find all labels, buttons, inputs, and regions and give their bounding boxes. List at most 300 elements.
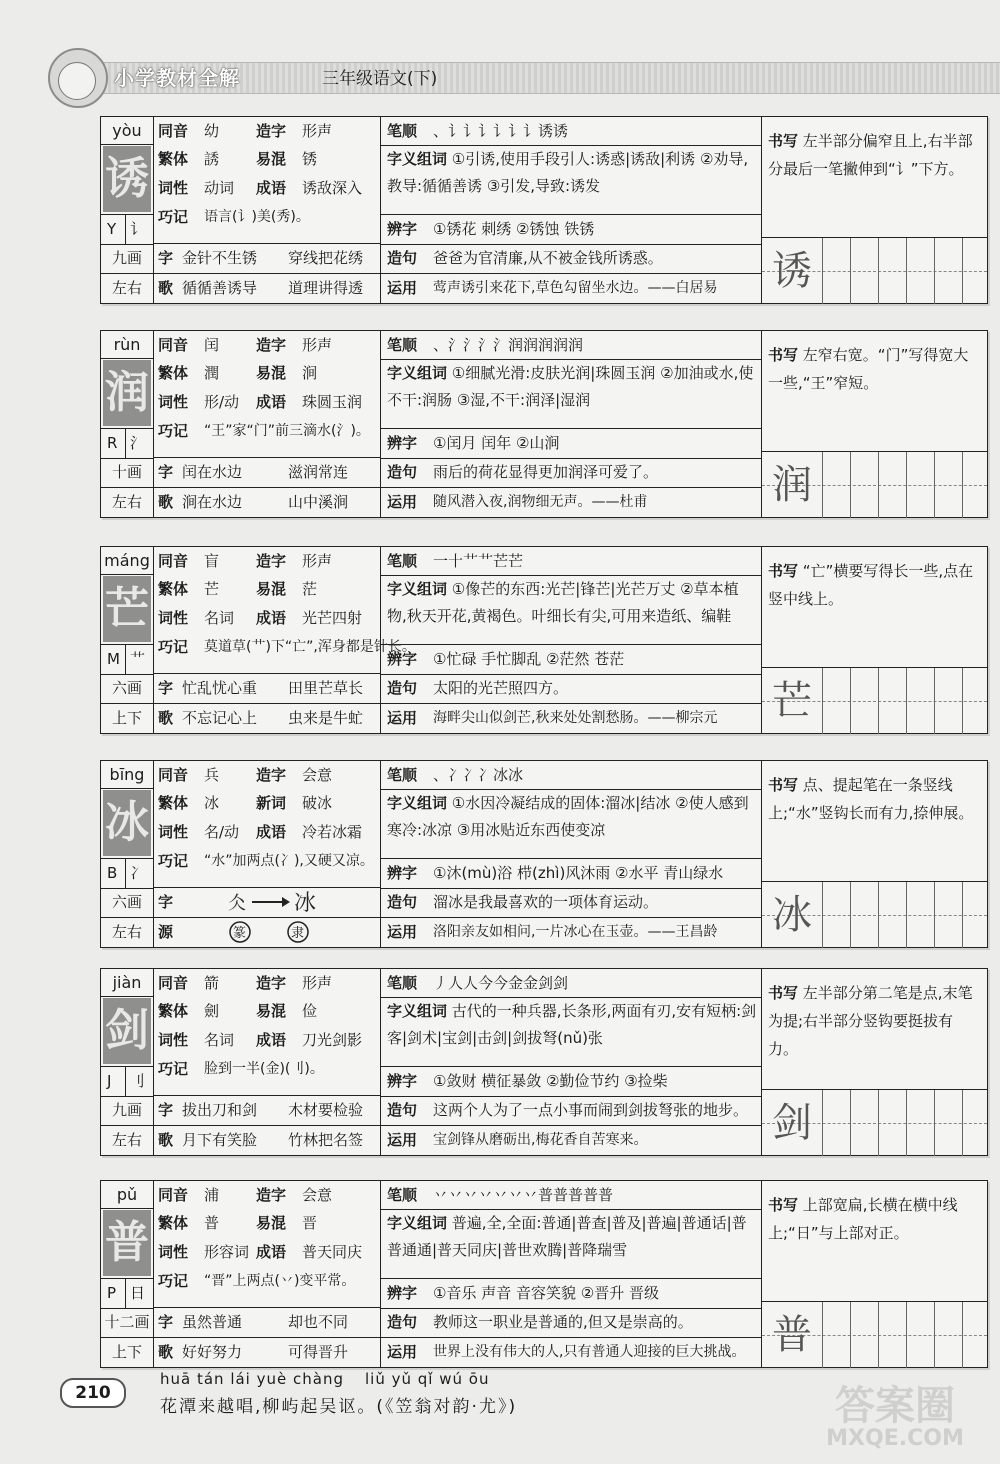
- footer-couplet: 花潭来越唱,柳屿起吴讴。(《笠翁对韵·尤》): [160, 1397, 518, 1417]
- bishun-row: [381, 117, 761, 146]
- character-card: [100, 330, 988, 518]
- tongyin-value: 闰: [204, 336, 220, 354]
- fanti-row: [154, 789, 380, 818]
- writing-column: [762, 1181, 987, 1367]
- yihun-value: 晋: [302, 1214, 318, 1232]
- ziyi-label: 字义组词: [387, 1214, 448, 1232]
- radical: 日: [129, 1284, 145, 1302]
- chengyu-label: 成语: [256, 179, 287, 197]
- char-pinyin: jiàn: [101, 969, 153, 997]
- usage-column: [381, 547, 762, 733]
- ge-row: [154, 1337, 380, 1367]
- character-card: [100, 546, 988, 734]
- fanti-value: 誘: [204, 150, 220, 168]
- yihun-value: 俭: [302, 1002, 318, 1020]
- ge-row: [154, 273, 380, 303]
- writing-column: [762, 117, 987, 303]
- zaoju-label: 造句: [387, 463, 418, 481]
- zaoju-label: 造句: [387, 893, 418, 911]
- yuan-row: [154, 917, 380, 947]
- ziyi-label: 字义组词: [387, 1002, 448, 1020]
- char-pinyin: yòu: [101, 117, 153, 145]
- fanti-row: [154, 359, 380, 388]
- cixing-value: 形容词: [204, 1243, 250, 1261]
- qiaoji-row: [154, 1055, 380, 1084]
- bishun-label: 笔顺: [387, 552, 418, 570]
- qiaoji-value: 莫道草(艹)下“亡”,浑身都是针长。: [204, 639, 416, 655]
- tongyin-value: 盲: [204, 552, 220, 570]
- yunyong-row: [381, 704, 761, 733]
- zaoju-label: 造句: [387, 679, 418, 697]
- shuxie-value: “亡”横要写得长一些,点在竖中线上。: [768, 562, 974, 608]
- bianzi-label: 辨字: [387, 1072, 418, 1090]
- qiaoji-label: 巧记: [158, 1272, 189, 1290]
- tongyin-value: 浦: [204, 1186, 220, 1204]
- bianzi-row: [381, 428, 761, 459]
- structure: 上下: [111, 1343, 142, 1361]
- seal-badges: [224, 920, 344, 954]
- writing-column: [762, 547, 987, 733]
- bishun-value: 、讠讠讠讠讠讠诱诱: [433, 122, 569, 140]
- char-info-column: [154, 117, 381, 303]
- footer-pinyin-2: liǔ yǔ qǐ wú ōu: [365, 1370, 490, 1388]
- zi-label: 字: [158, 463, 174, 481]
- cixing-value: 名词: [204, 609, 235, 627]
- char-pinyin: rùn: [101, 331, 153, 359]
- yunyong-label: 运用: [387, 493, 418, 511]
- zi-line-2: 穿线把花绣: [288, 249, 364, 267]
- zaozi-label: 造字: [256, 974, 287, 992]
- zi-line-1: 忙乱忧心重: [182, 679, 258, 697]
- bishun-row: [381, 761, 761, 790]
- shuxie-value: 左半部分偏窄且上,右半部分最后一笔撇伸到“讠”下方。: [768, 132, 973, 178]
- bishun-value: 、氵氵氵氵润润润润润: [433, 336, 584, 354]
- qiaoji-value: 语言(讠)美(秀)。: [204, 209, 310, 225]
- writing-column: [762, 969, 987, 1155]
- zi-row: [154, 673, 380, 703]
- ge-line-1: 不忘记心上: [182, 709, 258, 727]
- tongyin-label: 同音: [158, 336, 189, 354]
- model-character: 润: [772, 462, 812, 508]
- tongyin-row: [154, 1181, 380, 1210]
- ziyi-label: 字义组词: [387, 794, 448, 812]
- ziyi-row: [381, 360, 761, 428]
- character-card: [100, 1180, 988, 1368]
- zi-row: [154, 457, 380, 487]
- yunyong-label: 运用: [387, 1131, 418, 1149]
- zaoju-value: 爸爸为官清廉,从不被金钱所诱惑。: [433, 249, 663, 267]
- zi-label: 字: [158, 249, 174, 267]
- page-number: 210: [60, 1378, 126, 1408]
- stroke-count: 九画: [101, 1096, 153, 1126]
- radical: 讠: [129, 220, 145, 238]
- radical-row: [101, 214, 153, 245]
- radical: 刂: [129, 1072, 145, 1090]
- fanti-label: 繁体: [158, 1214, 189, 1232]
- tongyin-row: [154, 331, 380, 360]
- big-character: 普: [103, 1210, 151, 1276]
- char-id-column: [101, 331, 154, 517]
- zaozi-label: 造字: [256, 122, 287, 140]
- radical-row: [101, 428, 153, 459]
- watermark-url: MXQE.COM: [826, 1426, 964, 1451]
- model-character: 冰: [772, 892, 812, 938]
- fanti-label: 繁体: [158, 150, 189, 168]
- char-pinyin: pǔ: [101, 1181, 153, 1209]
- shuxie-label: 书写: [768, 776, 799, 794]
- big-character: 润: [103, 360, 151, 426]
- shuxie-label: 书写: [768, 346, 799, 364]
- ge-row: [154, 1125, 380, 1155]
- chengyu-label: 成语: [256, 1031, 287, 1049]
- qiaoji-row: [154, 203, 380, 232]
- fanti-value: 劍: [204, 1002, 220, 1020]
- zaoju-label: 造句: [387, 1313, 418, 1331]
- page-header: [0, 48, 1000, 96]
- radical-letter: M: [107, 650, 120, 668]
- practice-grid: [762, 881, 987, 948]
- radical-row: [101, 858, 153, 889]
- mascot-face-icon: [58, 62, 96, 100]
- watermark-logo: [820, 1384, 970, 1456]
- cixing-label: 词性: [158, 179, 189, 197]
- writing-column: [762, 331, 987, 517]
- model-character: 芒: [772, 678, 812, 724]
- usage-column: [381, 969, 762, 1155]
- yunyong-label: 运用: [387, 279, 418, 297]
- practice-grid: [762, 1301, 987, 1368]
- bianzi-row: [381, 1278, 761, 1309]
- yunyong-value: 莺声诱引来花下,草色勾留坐水边。——白居易: [433, 280, 718, 296]
- cixing-row: [154, 818, 380, 847]
- qiaoji-label: 巧记: [158, 1060, 189, 1078]
- stroke-count: 六画: [101, 674, 153, 704]
- tongyin-row: [154, 117, 380, 146]
- bianzi-row: [381, 858, 761, 889]
- bianzi-value: ①忙碌 手忙脚乱 ②茫然 苍茫: [433, 650, 625, 668]
- zaozi-value: 形声: [302, 122, 333, 140]
- radical-letter: P: [107, 1284, 117, 1302]
- shuxie-value: 上部宽扁,长横在横中线上;“日”与上部对正。: [768, 1196, 958, 1242]
- bianzi-value: ①敛财 横征暴敛 ②勤俭节约 ③捡柴: [433, 1072, 668, 1090]
- bishun-label: 笔顺: [387, 974, 418, 992]
- writing-column: [762, 761, 987, 947]
- char-id-column: [101, 1181, 154, 1367]
- seal-2: 隶: [291, 926, 305, 941]
- tongyin-row: [154, 761, 380, 790]
- bishun-label: 笔顺: [387, 766, 418, 784]
- radical-letter: J: [107, 1072, 112, 1090]
- fanti-label: 繁体: [158, 1002, 189, 1020]
- cixing-label: 词性: [158, 609, 189, 627]
- zaozi-label: 造字: [256, 336, 287, 354]
- tongyin-label: 同音: [158, 766, 189, 784]
- zaoju-row: [381, 244, 761, 274]
- zi-row: [154, 243, 380, 273]
- yunyong-row: [381, 488, 761, 517]
- yihun-label: 易混: [256, 150, 287, 168]
- footer-pinyin-1: huā tán lái yuè chàng: [160, 1370, 344, 1388]
- fanti-label: 繁体: [158, 580, 189, 598]
- fanti-row: [154, 145, 380, 174]
- watermark-text: 答案圈: [835, 1383, 955, 1429]
- fanti-value: 普: [204, 1214, 220, 1232]
- bishun-label: 笔顺: [387, 122, 418, 140]
- chengyu-value: 光芒四射: [302, 609, 363, 627]
- cixing-row: [154, 174, 380, 203]
- model-character: 剑: [772, 1100, 812, 1146]
- zi-label: 字: [158, 679, 174, 697]
- tongyin-value: 幼: [204, 122, 220, 140]
- zaozi-value: 会意: [302, 766, 333, 784]
- radical: 氵: [129, 434, 145, 452]
- ziyi-value: ①引诱,使用手段引人:诱惑|诱敌|利诱 ②劝导,教导:循循善诱 ③引发,导致:诱发: [387, 150, 749, 195]
- yunyong-value: 海畔尖山似剑芒,秋来处处割愁肠。——柳宗元: [433, 710, 718, 726]
- bianzi-row: [381, 214, 761, 245]
- bianzi-row: [381, 1066, 761, 1097]
- cixing-row: [154, 604, 380, 633]
- xinci-label: 新词: [256, 794, 287, 812]
- bishun-value: 丿人人今今金金剑剑: [433, 974, 569, 992]
- model-character: 诱: [772, 248, 812, 294]
- zaozi-label: 造字: [256, 766, 287, 784]
- ziyi-label: 字义组词: [387, 580, 448, 598]
- zi-line-2: 木材要检验: [288, 1101, 364, 1119]
- yihun-value: 茫: [302, 580, 318, 598]
- zaoju-value: 雨后的荷花显得更加润泽可爱了。: [433, 463, 659, 481]
- evolution-arrow-icon: [224, 890, 344, 914]
- bishun-label: 笔顺: [387, 1186, 418, 1204]
- ge-row: [154, 487, 380, 517]
- structure: 左右: [111, 1131, 142, 1149]
- zaozi-value: 形声: [302, 336, 333, 354]
- stroke-count: 十画: [101, 458, 153, 488]
- structure: 左右: [111, 923, 142, 941]
- zi-line-2: 田里芒草长: [288, 679, 364, 697]
- zaoju-row: [381, 888, 761, 918]
- cixing-row: [154, 1238, 380, 1267]
- bishun-row: [381, 1181, 761, 1210]
- fanti-row: [154, 575, 380, 604]
- chengyu-label: 成语: [256, 609, 287, 627]
- evolution-char: 冰: [294, 891, 317, 914]
- yunyong-value: 世界上没有伟大的人,只有普通人迎接的巨大挑战。: [433, 1344, 746, 1360]
- zaozi-label: 造字: [256, 1186, 287, 1204]
- ge-line-2: 山中溪涧: [288, 493, 349, 511]
- yihun-label: 易混: [256, 1214, 287, 1232]
- qiaoji-value: “水”加两点(冫),又硬又凉。: [204, 853, 374, 869]
- cixing-row: [154, 1026, 380, 1055]
- chengyu-label: 成语: [256, 823, 287, 841]
- qiaoji-label: 巧记: [158, 638, 189, 656]
- zaoju-value: 这两个人为了一点小事而闹到剑拔弩张的地步。: [433, 1101, 749, 1119]
- fanti-label: 繁体: [158, 364, 189, 382]
- fanti-row: [154, 1209, 380, 1238]
- ziyi-row: [381, 998, 761, 1066]
- shuxie-value: 点、提起笔在一条竖线上;“水”竖钩长而有力,捺伸展。: [768, 776, 974, 822]
- fanti-value: 芒: [204, 580, 220, 598]
- usage-column: [381, 117, 762, 303]
- chengyu-label: 成语: [256, 1243, 287, 1261]
- char-id-column: [101, 547, 154, 733]
- fanti-value: 冰: [204, 794, 220, 812]
- ge-line-1: 好好努力: [182, 1343, 243, 1361]
- cixing-value: 动词: [204, 179, 235, 197]
- bishun-row: [381, 547, 761, 576]
- usage-column: [381, 761, 762, 947]
- char-pinyin: máng: [101, 547, 153, 575]
- shuxie-value: 左半部分第二笔是点,末笔为提;右半部分竖钩要挺拔有力。: [768, 984, 973, 1058]
- svg-text:仌: 仌: [228, 893, 246, 914]
- seal-1: 篆: [233, 926, 247, 941]
- ziyi-label: 字义组词: [387, 150, 448, 168]
- ge-label: 歌: [158, 493, 174, 511]
- big-character: 诱: [103, 146, 151, 212]
- tongyin-label: 同音: [158, 1186, 189, 1204]
- yunyong-row: [381, 918, 761, 947]
- bishun-value: 一十艹艹芒芒: [433, 552, 524, 570]
- zi-label: 字: [158, 893, 174, 911]
- zaoju-row: [381, 1096, 761, 1126]
- ziyi-value: ①细腻光滑:皮肤光润|珠圆玉润 ②加油或水,使不干:润肠 ③湿,不干:润泽|湿润: [387, 364, 754, 409]
- qiaoji-label: 巧记: [158, 422, 189, 440]
- zaoju-label: 造句: [387, 1101, 418, 1119]
- fanti-row: [154, 997, 380, 1026]
- ziyi-value: ①水因冷凝结成的固体:溜冰|结冰 ②使人感到寒冷:冰凉 ③用冰贴近东西使变凉: [387, 794, 749, 839]
- yihun-value: 涧: [302, 364, 318, 382]
- usage-column: [381, 331, 762, 517]
- structure: 左右: [111, 279, 142, 297]
- cixing-label: 词性: [158, 823, 189, 841]
- tongyin-label: 同音: [158, 974, 189, 992]
- chengyu-value: 刀光剑影: [302, 1031, 363, 1049]
- bianzi-value: ①音乐 声音 音容笑貌 ②晋升 晋级: [433, 1284, 659, 1302]
- bishun-value: 、冫冫冫冰冰: [433, 766, 524, 784]
- ge-line-2: 虫来是牛虻: [288, 709, 364, 727]
- char-id-column: [101, 117, 154, 303]
- practice-grid: [762, 451, 987, 518]
- zaoju-row: [381, 1308, 761, 1338]
- qiaoji-row: [154, 847, 380, 876]
- brand-title: 小学教材全解: [114, 66, 240, 90]
- usage-column: [381, 1181, 762, 1367]
- qiaoji-row: [154, 1267, 380, 1296]
- zi-row: [154, 887, 380, 917]
- radical-letter: R: [107, 434, 118, 452]
- ziyi-value: ①像芒的东西:光芒|锋芒|光芒万丈 ②草本植物,秋天开花,黄褐色。叶细长有尖,可用来造纸、编鞋: [387, 580, 739, 625]
- ge-label: 歌: [158, 279, 174, 297]
- bianzi-value: ①闰月 闰年 ②山涧: [433, 434, 560, 452]
- cixing-value: 名词: [204, 1031, 235, 1049]
- tongyin-label: 同音: [158, 122, 189, 140]
- ge-line-1: 循循善诱导: [182, 279, 258, 297]
- zaozi-value: 形声: [302, 974, 333, 992]
- cixing-label: 词性: [158, 1243, 189, 1261]
- bianzi-label: 辨字: [387, 650, 418, 668]
- ge-line-2: 竹林把名签: [288, 1131, 364, 1149]
- char-pinyin: bīng: [101, 761, 153, 789]
- chengyu-value: 诱敌深入: [302, 179, 363, 197]
- yunyong-row: [381, 1126, 761, 1155]
- zi-line-1: 金针不生锈: [182, 249, 258, 267]
- yunyong-value: 宝剑锋从磨砺出,梅花香自苦寒来。: [433, 1132, 648, 1148]
- zaoju-value: 溜冰是我最喜欢的一项体育运动。: [433, 893, 659, 911]
- char-info-column: [154, 1181, 381, 1367]
- tongyin-row: [154, 547, 380, 576]
- yuan-label: 源: [158, 923, 174, 941]
- zaozi-label: 造字: [256, 552, 287, 570]
- zi-row: [154, 1307, 380, 1337]
- radical-row: [101, 1278, 153, 1309]
- zi-line-1: 拔出刀和剑: [182, 1101, 258, 1119]
- ge-line-1: 涧在水边: [182, 493, 243, 511]
- ziyi-value: 普遍,全,全面:普通|普查|普及|普遍|普通话|普普通通|普天同庆|普世欢腾|普降瑞雪: [387, 1214, 747, 1259]
- tongyin-label: 同音: [158, 552, 189, 570]
- bianzi-label: 辨字: [387, 434, 418, 452]
- qiaoji-value: 脸到一半(金)(刂)。: [204, 1061, 324, 1077]
- cixing-label: 词性: [158, 393, 189, 411]
- ge-line-1: 月下有笑脸: [182, 1131, 258, 1149]
- ziyi-value: 古代的一种兵器,长条形,两面有刃,安有短柄:剑客|剑术|宝剑|击剑|剑拔弩(nǔ)张: [387, 1002, 757, 1047]
- zaoju-label: 造句: [387, 249, 418, 267]
- ge-line-2: 可得晋升: [288, 1343, 349, 1361]
- tongyin-value: 兵: [204, 766, 220, 784]
- character-card: [100, 116, 988, 304]
- yunyong-value: 随风潜入夜,润物细无声。——杜甫: [433, 494, 648, 510]
- ge-label: 歌: [158, 709, 174, 727]
- shuxie-label: 书写: [768, 984, 799, 1002]
- bianzi-value: ①沐(mù)浴 栉(zhì)风沐雨 ②水平 青山绿水: [433, 864, 724, 882]
- shuxie-value: 左窄右宽。“门”写得宽大一些,“王”窄短。: [768, 346, 969, 392]
- ziyi-row: [381, 576, 761, 644]
- yihun-value: 锈: [302, 150, 318, 168]
- zaoju-value: 教师这一职业是普通的,但又是崇高的。: [433, 1313, 693, 1331]
- xinci-value: 破冰: [302, 794, 333, 812]
- zi-line-1: 虽然普通: [182, 1313, 243, 1331]
- radical: 冫: [129, 864, 145, 882]
- radical-row: [101, 1066, 153, 1097]
- zi-row: [154, 1095, 380, 1125]
- zaozi-value: 会意: [302, 1186, 333, 1204]
- big-character: 冰: [103, 790, 151, 856]
- bishun-value: 丷丷丷丷丷丷丷普普普普普: [433, 1186, 614, 1204]
- character-card: [100, 968, 988, 1156]
- yihun-label: 易混: [256, 1002, 287, 1020]
- bishun-label: 笔顺: [387, 336, 418, 354]
- zi-line-2: 却也不同: [288, 1313, 349, 1331]
- ziyi-row: [381, 790, 761, 858]
- fanti-value: 潤: [204, 364, 220, 382]
- bishun-row: [381, 331, 761, 360]
- big-character: 芒: [103, 576, 151, 642]
- zi-line-2: 滋润常连: [288, 463, 349, 481]
- ziyi-row: [381, 1210, 761, 1278]
- radical: 艹: [129, 650, 145, 668]
- stroke-count: 十二画: [101, 1308, 153, 1338]
- cixing-row: [154, 388, 380, 417]
- ge-label: 歌: [158, 1343, 174, 1361]
- yunyong-row: [381, 1338, 761, 1367]
- bianzi-label: 辨字: [387, 220, 418, 238]
- ge-label: 歌: [158, 1131, 174, 1149]
- structure: 左右: [111, 493, 142, 511]
- stroke-count: 六画: [101, 888, 153, 918]
- cixing-value: 形/动: [204, 393, 240, 411]
- yunyong-label: 运用: [387, 1343, 418, 1361]
- zaoju-value: 太阳的光芒照四方。: [433, 679, 569, 697]
- yunyong-value: 洛阳亲友如相问,一片冰心在玉壶。——王昌龄: [433, 924, 718, 940]
- stroke-count: 九画: [101, 244, 153, 274]
